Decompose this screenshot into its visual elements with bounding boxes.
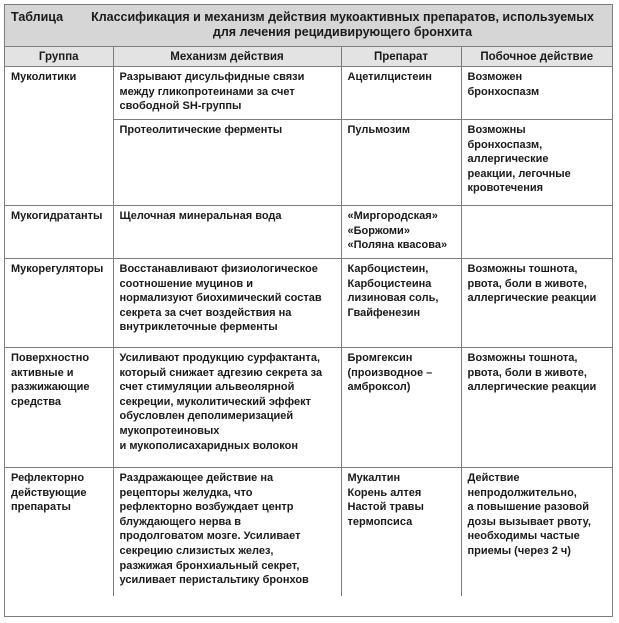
header-drug: Препарат <box>341 47 461 67</box>
table-row <box>5 348 612 468</box>
side-effect-cell <box>461 206 612 259</box>
side-effect-cell: Возможен бронхоспазм <box>461 67 612 120</box>
drug-cell: «Миргородская» «Боржоми» «Поляна квасова» <box>341 206 461 259</box>
table-row <box>5 206 612 259</box>
drug-cell: Ацетилцистеин <box>341 67 461 120</box>
group-cell: Муколитики <box>5 67 113 120</box>
mechanism-cell: Щелочная минеральная вода <box>113 206 341 259</box>
header-row <box>5 47 612 67</box>
side-effect-cell: Возможны тошнота, рвота, боли в животе, аллергические реакции <box>461 348 612 468</box>
table-caption <box>5 5 612 47</box>
mechanism-cell: Протеолитические ферменты <box>113 120 341 206</box>
mechanism-cell: Раздражающее действие на рецепторы желудка, что рефлекторно возбуждает центр блуждающего нерва в продолговатом мозге. Усиливает секрецию слизистых желез, разжижая бронхиальный секрет, усиливает перистальтику бронхов <box>113 468 341 596</box>
classification-table <box>5 47 612 596</box>
group-cell: Мукогидратанты <box>5 206 113 259</box>
drug-cell: Карбоцистеин, Карбоцистеина лизиновая соль, Гвайфенезин <box>341 259 461 348</box>
drug-cell: Мукалтин Корень алтея Настой травы термопсиса <box>341 468 461 596</box>
table-row <box>5 468 612 596</box>
drug-cell: Бромгексин (производное – амброксол) <box>341 348 461 468</box>
group-cell <box>5 120 113 206</box>
group-cell: Поверхностно активные и разжижающие средства <box>5 348 113 468</box>
drug-cell: Пульмозим <box>341 120 461 206</box>
mechanism-cell: Разрывают дисульфидные связи между гликопротеинами за счет свободной SH-группы <box>113 67 341 120</box>
caption-label: Таблица <box>11 10 64 24</box>
table-frame <box>4 4 613 617</box>
side-effect-cell: Действие непродолжительно, а повышение разовой дозы вызывает рвоту, необходимы частые приемы (через 2 ч) <box>461 468 612 596</box>
table-row <box>5 259 612 348</box>
group-cell: Мукорегуляторы <box>5 259 113 348</box>
group-cell: Рефлекторно действующие препараты <box>5 468 113 596</box>
side-effect-cell: Возможны бронхоспазм, аллергические реакции, легочные кровотечения <box>461 120 612 206</box>
caption-title: Классификация и механизм действия мукоактивных препаратов, используемых для лечения рецидивирующего бронхита <box>91 10 594 39</box>
table-row <box>5 67 612 120</box>
header-group: Группа <box>5 47 113 67</box>
mechanism-cell: Восстанавливают физиологическое соотношение муцинов и нормализуют биохимический состав секрета за счет воздействия на внутриклеточные ферменты <box>113 259 341 348</box>
mechanism-cell: Усиливают продукцию сурфактанта, который снижает адгезию секрета за счет стимуляции альвеолярной секреции, муколитический эффект обусловлен деполимеризацией мукопротеиновых и мукополисахаридных волокон <box>113 348 341 468</box>
table-row <box>5 120 612 206</box>
header-side-effect: Побочное действие <box>461 47 612 67</box>
side-effect-cell: Возможны тошнота, рвота, боли в животе, аллергические реакции <box>461 259 612 348</box>
header-mechanism: Механизм действия <box>113 47 341 67</box>
